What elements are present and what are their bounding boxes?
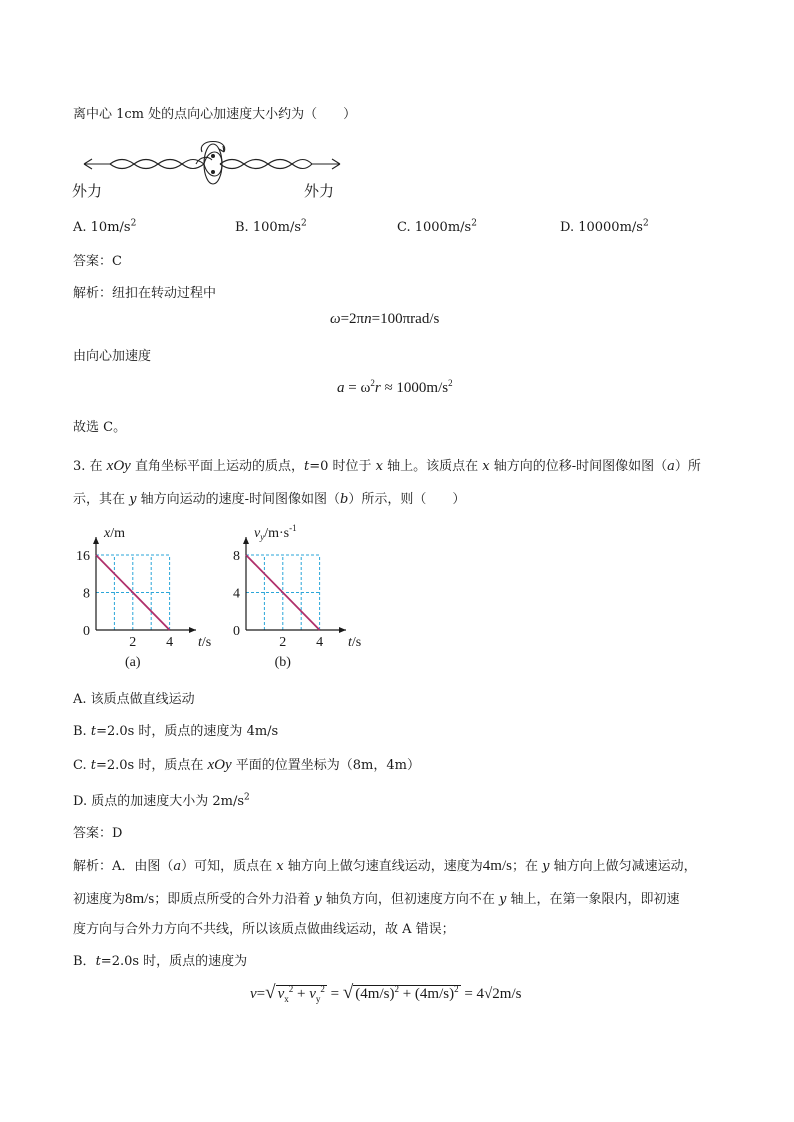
- button-hole-bottom: [211, 170, 215, 174]
- q3-option-b: B. t=2.0s 时，质点的速度为 4m/s: [73, 724, 279, 739]
- button-disk: [204, 144, 222, 184]
- y-tick-label: 0: [233, 624, 240, 639]
- string-left-b: [110, 160, 204, 169]
- x-tick-label: 4: [316, 635, 324, 650]
- x-axis-label: t/s: [348, 635, 362, 650]
- y-tick-label: 4: [233, 586, 240, 602]
- x-axis-label: t/s: [198, 635, 212, 650]
- q3-stem-line1: 3. 在 xOy 直角坐标平面上运动的质点，t=0 时位于 x 轴上。该质点在 x 轴方向的位移-时间图像如图（a）所: [73, 458, 701, 474]
- q3-velocity-equation: v=√ $v_x^2 + v_y^2$ = √ $(4m/s)^2 + (4m/s)^2 = 4√2m/s$: [250, 982, 522, 1004]
- q2-intro: 离中心 1cm 处的点向心加速度大小约为（ ）: [73, 107, 357, 122]
- y-tick-label: 0: [83, 624, 90, 639]
- q2-option-a: A. $10m/s^2$: [73, 218, 137, 235]
- button-hole-top: [211, 154, 215, 158]
- q3-option-c: C. t=2.0s 时，质点在 xOy 平面的位置坐标为（8m，4m）: [73, 757, 420, 773]
- y-tick-label: 8: [83, 586, 90, 602]
- left-force-label: 外力: [72, 182, 103, 200]
- y-axis-arrow-icon: [93, 537, 99, 544]
- q2-equation-omega: ω=2πn=100πrad/s: [330, 311, 440, 327]
- q2-answer: 答案：C: [73, 254, 122, 269]
- q2-option-c: C. $1000m/s^2$: [397, 218, 477, 235]
- q2-option-d: D. $10000m/s^2$: [560, 218, 649, 235]
- x-axis-arrow-icon: [189, 627, 196, 633]
- y-tick-label: 16: [76, 549, 90, 564]
- x-tick-label: 4: [166, 635, 174, 650]
- x-axis-arrow-icon: [339, 627, 346, 633]
- q2-centripetal-label: 由向心加速度: [73, 349, 152, 364]
- y-axis-label: x/m: [104, 526, 125, 541]
- q3-explanation-line1: 解析：A．由图（a）可知，质点在 x 轴方向上做匀速直线运动，速度为4m/s；在 y 轴方向上做匀减速运动，: [73, 858, 697, 874]
- q3-explanation-line3: 度方向与合外力方向不共线，所以该质点做曲线运动，故 A 错误；: [73, 922, 455, 937]
- q3-explanation-line4: B．t=2.0s 时，质点的速度为: [73, 954, 248, 969]
- x-tick-label: 2: [279, 635, 287, 650]
- q2-analysis-intro: 解析：纽扣在转动过程中: [73, 286, 217, 301]
- x-tick-label: 2: [129, 635, 137, 650]
- chart-a-svg: [60, 518, 210, 673]
- chart-b: [210, 518, 370, 673]
- q3-stem-line2: 示，其在 y 轴方向运动的速度-时间图像如图（b）所示，则（ ）: [73, 492, 466, 507]
- chart-caption: (a): [125, 655, 141, 670]
- y-axis-arrow-icon: [243, 537, 249, 544]
- q3-option-d: D. 质点的加速度大小为 $2m/s^2$: [73, 792, 250, 809]
- right-force-label: 外力: [304, 182, 335, 200]
- q2-conclusion: 故选 C。: [73, 420, 127, 435]
- chart-a: [60, 518, 210, 673]
- q2-equation-acceleration: $a = \omega^2r \approx 1000m/s^2$: [337, 378, 453, 396]
- y-tick-label: 8: [233, 549, 240, 564]
- q3-explanation-line2: 初速度为8m/s；即质点所受的合外力沿着 y 轴负方向，但初速度方向不在 y 轴上，在第一象限内，即初速: [73, 891, 680, 907]
- q2-option-b: B. $100m/s^2$: [235, 218, 307, 235]
- button-twist-figure: [72, 136, 352, 206]
- chart-caption: (b): [274, 655, 291, 670]
- q3-answer: 答案：D: [73, 826, 123, 841]
- string-left-a: [110, 160, 204, 169]
- y-axis-label: $v_y/m\cdot s^{-1}$: [254, 523, 297, 542]
- chart-b-svg: [210, 518, 370, 673]
- q3-option-a: A. 该质点做直线运动: [73, 692, 195, 707]
